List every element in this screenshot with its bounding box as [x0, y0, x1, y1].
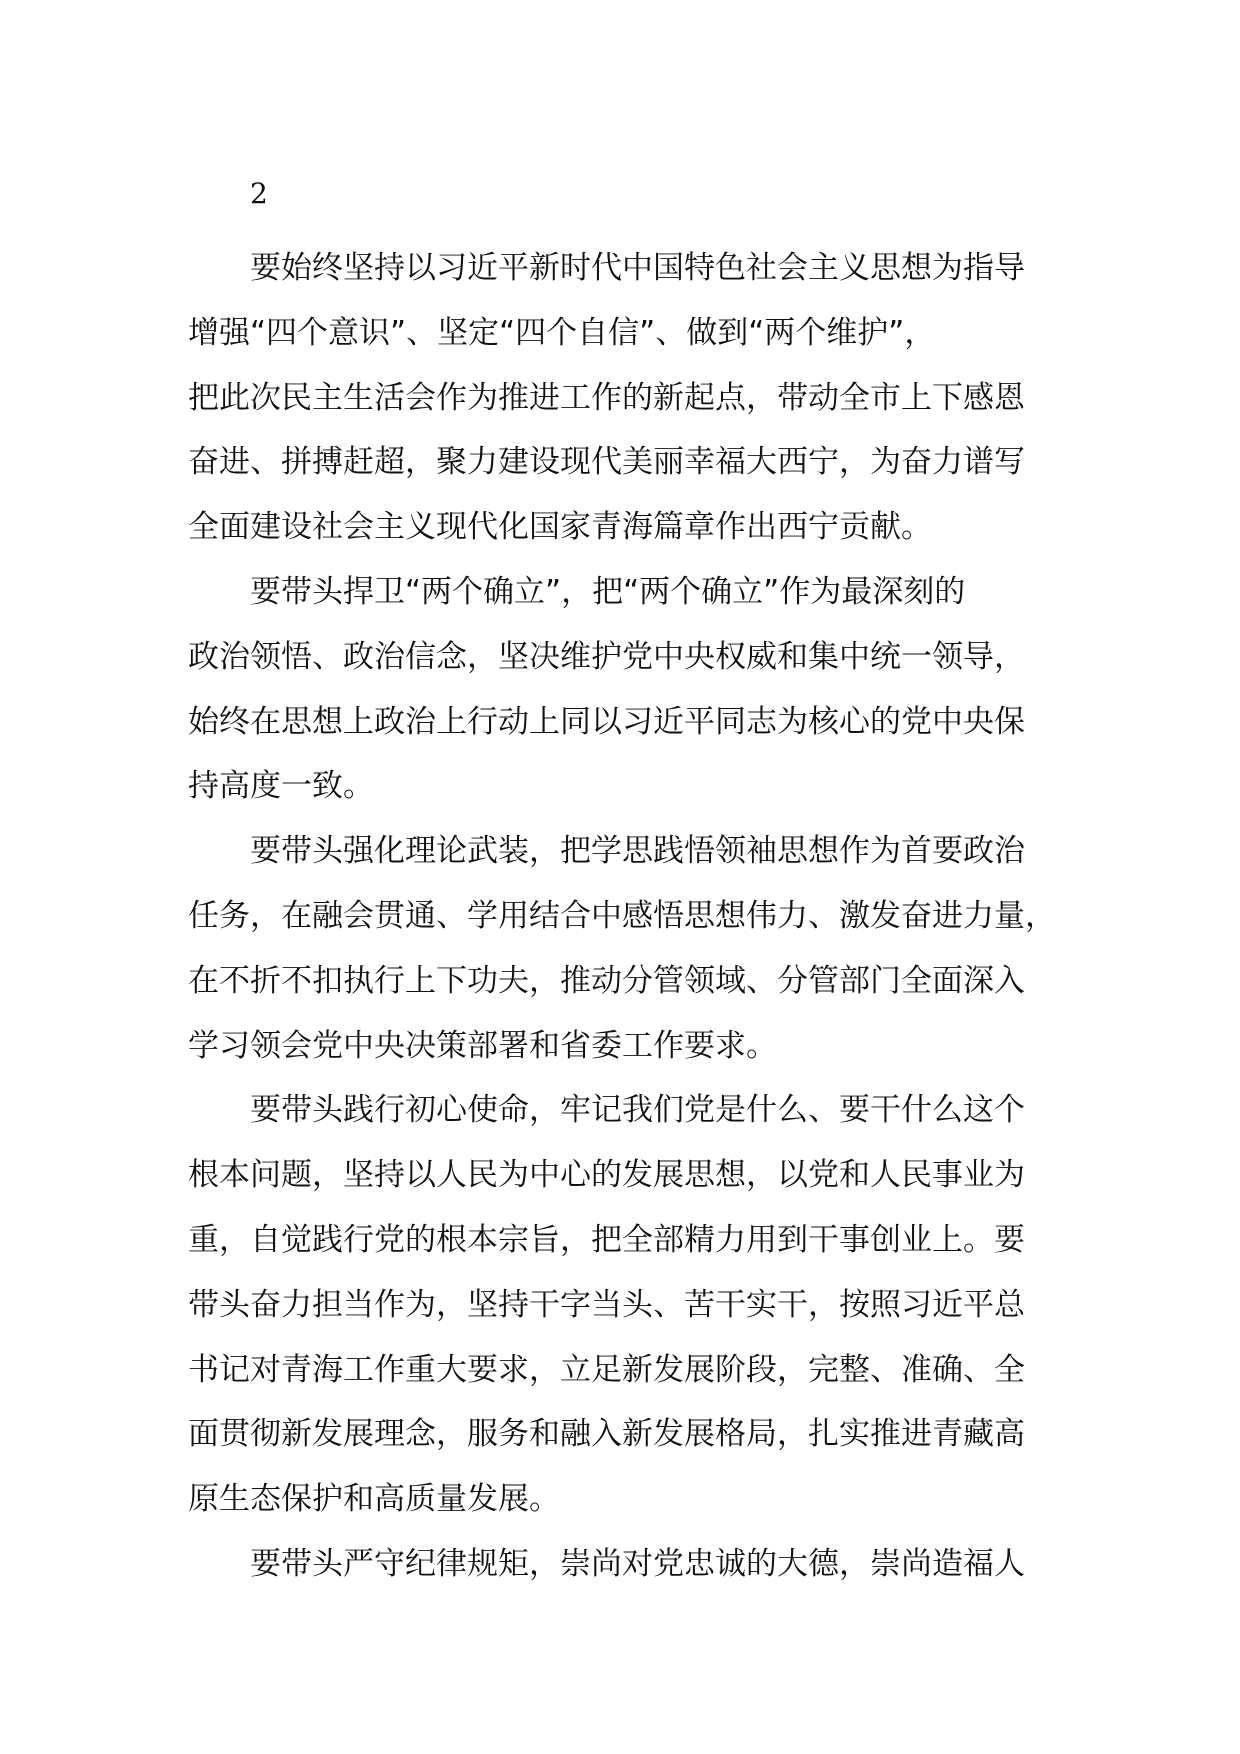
paragraph-2	[188, 560, 1078, 819]
paragraph-5	[188, 1532, 1078, 1597]
text-line: 面贯彻新发展理念，服务和融入新发展格局，扎实推进青藏高	[188, 1416, 1025, 1453]
text-line: 要带头强化理论武装，把学思践悟领袖思想作为首要政治	[250, 833, 1025, 870]
paragraph-3	[188, 819, 1078, 1078]
text-line: 增强“四个意识”、坚定“四个自信”、做到“两个维护”，	[188, 314, 936, 351]
text-line: 政治领悟、政治信念，坚决维护党中央权威和集中统一领导，	[188, 638, 1025, 675]
text-line: 任务，在融会贯通、学用结合中感悟思想伟力、激发奋进力量，	[188, 897, 1056, 934]
page-number: 2	[250, 177, 268, 210]
text-line: 奋进、拼搏赶超，聚力建设现代美丽幸福大西宁，为奋力谱写	[188, 444, 1025, 481]
text-line: 把此次民主生活会作为推进工作的新起点，带动全市上下感恩	[188, 379, 1025, 416]
text-line: 全面建设社会主义现代化国家青海篇章作出西宁贡献。	[188, 509, 932, 546]
text-line: 重，自觉践行党的根本宗旨，把全部精力用到干事创业上。要	[188, 1221, 1025, 1258]
document-body	[188, 236, 1078, 1597]
text-line: 要带头捍卫“两个确立”，把“两个确立”作为最深刻的	[250, 573, 966, 610]
text-line: 书记对青海工作重大要求，立足新发展阶段，完整、准确、全	[188, 1351, 1025, 1388]
text-line: 始终在思想上政治上行动上同以习近平同志为核心的党中央保	[188, 703, 1025, 740]
text-line: 持高度一致。	[188, 768, 374, 805]
paragraph-4	[188, 1078, 1078, 1532]
text-line: 要带头践行初心使命，牢记我们党是什么、要干什么这个	[250, 1092, 1025, 1129]
text-line: 带头奋力担当作为，坚持干字当头、苦干实干，按照习近平总	[188, 1286, 1025, 1323]
text-line: 原生态保护和高质量发展。	[188, 1481, 560, 1518]
text-line: 要带头严守纪律规矩，崇尚对党忠诚的大德，崇尚造福人	[250, 1545, 1025, 1582]
text-line: 学习领会党中央决策部署和省委工作要求。	[188, 1027, 777, 1064]
text-line: 根本问题，坚持以人民为中心的发展思想，以党和人民事业为	[188, 1157, 1025, 1194]
text-line: 在不折不扣执行上下功夫，推动分管领域、分管部门全面深入	[188, 962, 1025, 999]
text-line: 要始终坚持以习近平新时代中国特色社会主义思想为指导	[250, 250, 1025, 286]
paragraph-1	[188, 236, 1078, 560]
